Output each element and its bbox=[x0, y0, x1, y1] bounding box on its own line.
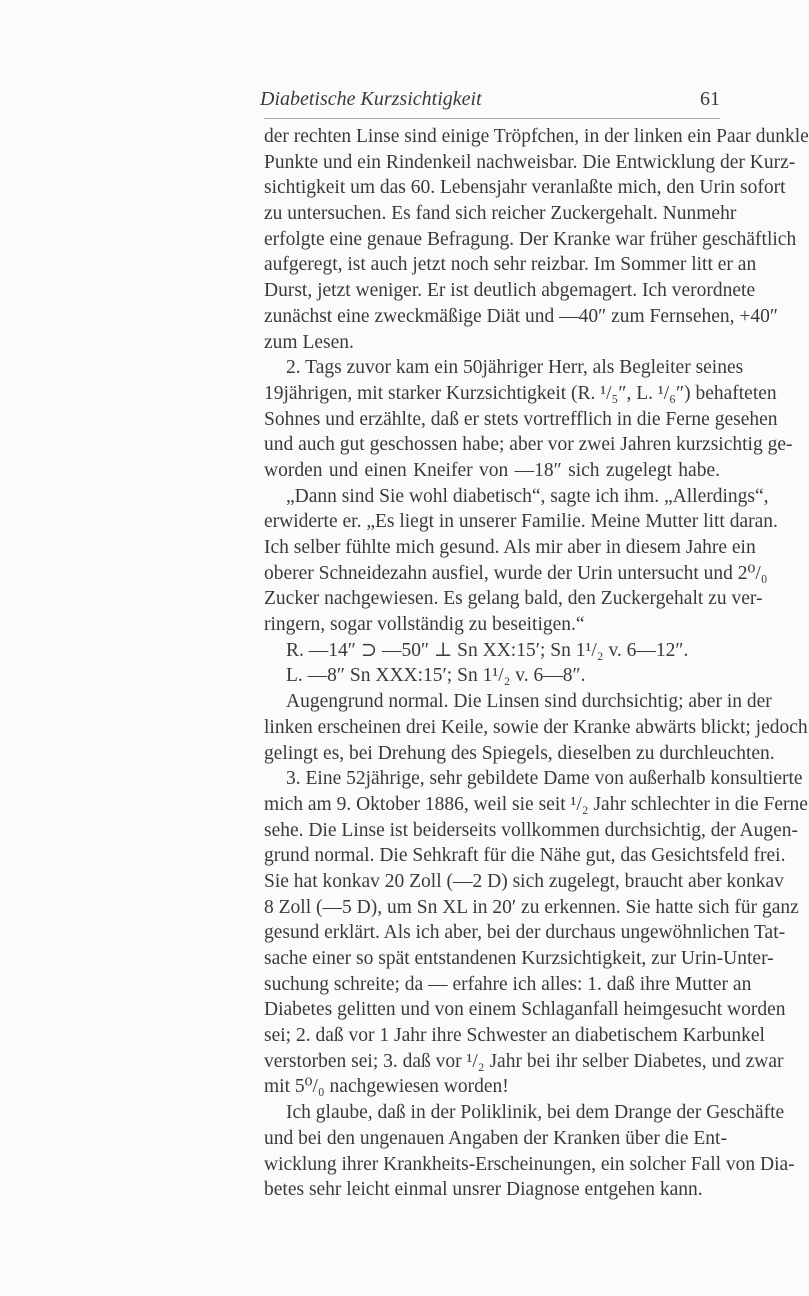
text-line: erwiderte er. „Es liegt in unserer Familie. Meine Mutter litt daran. bbox=[264, 511, 778, 533]
text-line: Zucker nachgewiesen. Es gelang bald, den Zuckergehalt zu ver- bbox=[264, 588, 763, 610]
text-line: Sie hat konkav 20 Zoll (—2 D) sich zugelegt, braucht aber konkav bbox=[264, 870, 784, 892]
text-line: Diabetes gelitten und von einem Schlaganfall heimgesucht worden bbox=[264, 999, 786, 1021]
chapter-title: Diabetische Kurzsichtigkeit bbox=[260, 88, 482, 110]
text-line: mit 5⁰/₀ nachgewiesen worden! bbox=[264, 1076, 509, 1098]
text-line: verstorben sei; 3. daß vor ¹/₂ Jahr bei ihr selber Diabetes, und zwar bbox=[264, 1050, 784, 1072]
text-line: gesund erklärt. Als ich aber, bei der durchaus ungewöhnlichen Tat- bbox=[264, 922, 786, 944]
text-line: zu untersuchen. Es fand sich reicher Zuckergehalt. Nunmehr bbox=[264, 203, 737, 225]
text-line: zunächst eine zweckmäßige Diät und —40″ zum Fernsehen, +40″ bbox=[264, 305, 779, 327]
text-line: 3. Eine 52jährige, sehr gebildete Dame von außerhalb konsultierte bbox=[286, 768, 803, 790]
text-line: Durst, jetzt weniger. Er ist deutlich abgemagert. Ich verordnete bbox=[264, 280, 756, 302]
text-line: L. —8″ Sn XXX:15′; Sn 1¹/₂ v. 6—8″. bbox=[286, 665, 586, 687]
text-line: Sohnes und erzählte, daß er stets vortrefflich in die Ferne gesehen bbox=[264, 408, 778, 430]
text-line: sehe. Die Linse ist beiderseits vollkommen durchsichtig, der Augen- bbox=[264, 819, 798, 841]
text-line: mich am 9. Oktober 1886, weil sie seit ¹/₂ Jahr schlechter in die Ferne bbox=[264, 793, 808, 815]
text-line: der rechten Linse sind einige Tröpfchen, in der linken ein Paar dunkle bbox=[264, 126, 809, 147]
text-line: wicklung ihrer Krankheits-Erscheinungen, ein solcher Fall von Dia- bbox=[264, 1153, 795, 1175]
text-line: grund normal. Die Sehkraft für die Nähe gut, das Gesichtsfeld frei. bbox=[264, 845, 786, 867]
text-line: ringern, sogar vollständig zu beseitigen.“ bbox=[264, 614, 585, 636]
page-number: 61 bbox=[700, 88, 720, 110]
text-line: worden und einen Kneifer von —18″ sich zugelegt habe. bbox=[264, 459, 720, 481]
text-line: aufgeregt, ist auch jetzt noch sehr reizbar. Im Sommer litt er an bbox=[264, 254, 757, 276]
text-line: und auch gut geschossen habe; aber vor zwei Jahren kurzsichtig ge- bbox=[264, 434, 793, 456]
text-line: gelingt es, bei Drehung des Spiegels, dieselben zu durchleuchten. bbox=[264, 742, 775, 764]
text-line: 8 Zoll (—5 D), um Sn XL in 20′ zu erkennen. Sie hatte sich für ganz bbox=[264, 896, 799, 918]
text-line: linken erscheinen drei Keile, sowie der Kranke abwärts blickt; jedoch bbox=[264, 716, 808, 738]
text-line: betes sehr leicht einmal unsrer Diagnose entgehen kann. bbox=[264, 1179, 703, 1201]
text-line: „Dann sind Sie wohl diabetisch“, sagte ich ihm. „Allerdings“, bbox=[286, 485, 769, 507]
text-line: Punkte und ein Rindenkeil nachweisbar. Die Entwicklung der Kurz- bbox=[264, 151, 796, 173]
text-line: Ich selber fühlte mich gesund. Als mir aber in diesem Jahre ein bbox=[264, 537, 756, 558]
text-line: sichtigkeit um das 60. Lebensjahr veranlaßte mich, den Urin sofort bbox=[264, 177, 786, 199]
text-line: sei; 2. daß vor 1 Jahr ihre Schwester an diabetischem Karbunkel bbox=[264, 1025, 765, 1047]
text-line: erfolgte eine genaue Befragung. Der Kranke war früher geschäftlich bbox=[264, 228, 797, 250]
text-line: sache einer so spät entstandenen Kurzsichtigkeit, zur Urin-Unter- bbox=[264, 948, 774, 969]
running-header bbox=[260, 88, 720, 111]
text-line: suchung schreite; da — erfahre ich alles: 1. daß ihre Mutter an bbox=[264, 973, 752, 995]
body-text bbox=[264, 124, 809, 1203]
text-line: zum Lesen. bbox=[264, 331, 354, 353]
text-line: R. —14″ ⊃ —50″ ⊥ Sn XX:15′; Sn 1¹/₂ v. 6—12″. bbox=[286, 639, 689, 661]
text-line: Ich glaube, daß in der Poliklinik, bei dem Drange der Geschäfte bbox=[286, 1102, 785, 1124]
text-line: Augengrund normal. Die Linsen sind durchsichtig; aber in der bbox=[286, 691, 772, 713]
text-line: 19jährigen, mit starker Kurzsichtigkeit (R. ¹/₅″, L. ¹/₆″) behafteten bbox=[264, 382, 777, 404]
text-line: und bei den ungenauen Angaben der Kranken über die Ent- bbox=[264, 1127, 727, 1149]
header-rule bbox=[264, 118, 720, 119]
text-line: 2. Tags zuvor kam ein 50jähriger Herr, als Begleiter seines bbox=[286, 357, 744, 379]
text-line: oberer Schneidezahn ausfiel, wurde der Urin untersucht und 2⁰/₀ bbox=[264, 562, 768, 584]
